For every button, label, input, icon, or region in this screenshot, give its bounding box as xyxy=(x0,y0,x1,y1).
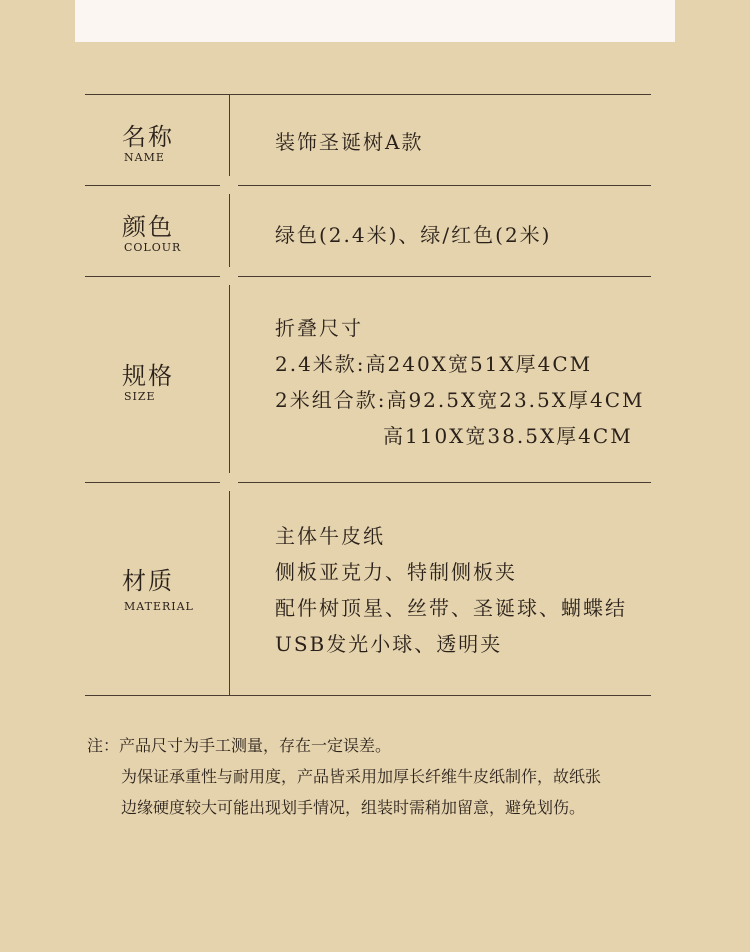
table-bottom-rule xyxy=(85,695,651,696)
row-divider xyxy=(85,482,220,483)
material-line: USB发光小球、透明夹 xyxy=(275,632,503,656)
column-divider xyxy=(229,94,230,176)
product-name-value: 装饰圣诞树A款 xyxy=(275,130,424,154)
note-text-1: 产品尺寸为手工测量，存在一定误差。 xyxy=(119,736,392,755)
row-label-colour: 颜色 xyxy=(122,213,174,241)
disclaimer-note xyxy=(87,730,601,823)
row-label-name-en: NAME xyxy=(124,151,165,164)
row-divider xyxy=(238,185,651,186)
note-line-2: 为保证承重性与耐用度，产品皆采用加厚长纤维牛皮纸制作，故纸张 xyxy=(121,767,602,786)
row-divider xyxy=(238,482,651,483)
size-line: 折叠尺寸 xyxy=(275,316,363,340)
column-divider xyxy=(229,194,230,267)
note-prefix: 注： xyxy=(87,736,120,755)
column-divider xyxy=(229,491,230,696)
column-divider xyxy=(229,285,230,473)
row-label-colour-en: COLOUR xyxy=(124,241,182,254)
row-label-material: 材质 xyxy=(122,567,174,595)
note-line-1 xyxy=(87,730,601,761)
size-line: 2.4米款:高240X宽51X厚4CM xyxy=(275,352,593,376)
material-line: 主体牛皮纸 xyxy=(275,524,385,548)
colour-value: 绿色(2.4米)、绿/红色(2米) xyxy=(275,223,552,247)
size-line: 2米组合款:高92.5X宽23.5X厚4CM xyxy=(275,388,645,412)
note-line-3: 边缘硬度较大可能出现划手情况，组装时需稍加留意，避免划伤。 xyxy=(121,798,586,817)
table-top-rule xyxy=(85,94,651,95)
material-line: 侧板亚克力、特制侧板夹 xyxy=(275,560,517,584)
row-label-material-en: MATERIAL xyxy=(124,600,194,613)
row-divider xyxy=(85,185,220,186)
top-banner xyxy=(75,0,675,42)
row-divider xyxy=(85,276,220,277)
row-label-size: 规格 xyxy=(122,362,174,390)
size-line: 高110X宽38.5X厚4CM xyxy=(383,424,633,448)
material-line: 配件树顶星、丝带、圣诞球、蝴蝶结 xyxy=(275,596,627,620)
row-divider xyxy=(238,276,651,277)
row-label-size-en: SIZE xyxy=(124,390,156,403)
row-label-name: 名称 xyxy=(122,123,174,151)
